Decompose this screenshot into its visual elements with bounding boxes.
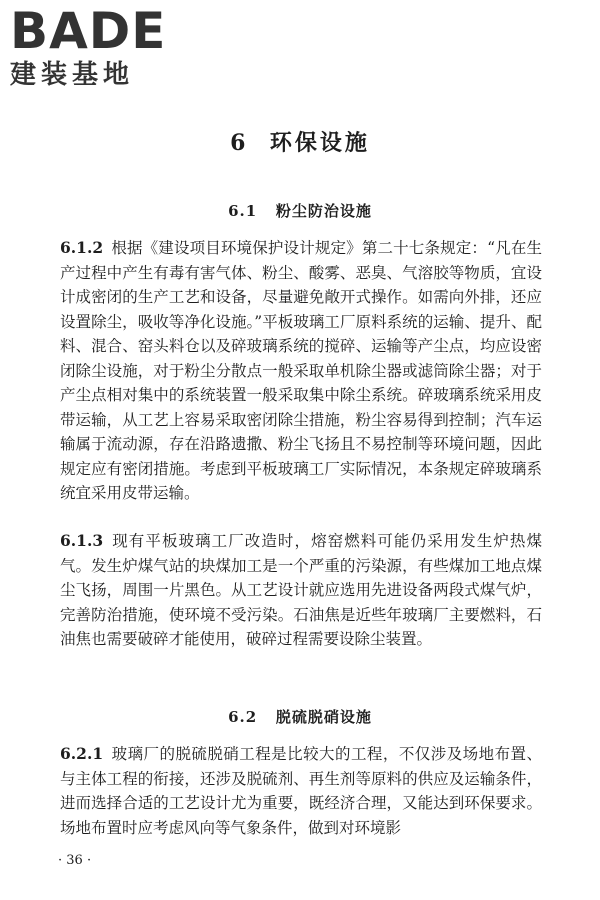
clause-text: 现有平板玻璃工厂改造时，熔窑燃料可能仍采用发生炉热煤气。发生炉煤气站的块煤加工是一个严重的污染源，有些煤加工地点煤尘飞扬，周围一片黑色。从工艺设计就应选用先进设备两段式煤气炉，完善防治措施，使环境不受污染。石油焦是近些年玻璃厂主要燃料，石油焦也需要破碎才能使用，破碎过程需要设除尘装置。 — [60, 532, 542, 648]
clause-number: 6.2.1 — [60, 744, 104, 763]
logo-subtitle: 建装基地 — [10, 60, 135, 90]
section-title-dust — [0, 200, 600, 222]
clause-number: 6.1.2 — [60, 238, 104, 257]
clause-6-1-3 — [60, 529, 542, 652]
section-number: 6.2 — [228, 708, 258, 726]
chapter-title — [0, 128, 600, 158]
clause-text: 根据《建设项目环境保护设计规定》第二十七条规定：“凡在生产过程中产生有毒有害气体、粉尘、酸雾、恶臭、气溶胶等物质，宜设计成密闭的生产工艺和设备，尽量避免敞开式操作。如需向外排，还应设置除尘，吸收等净化设施。”平板玻璃工厂原料系统的运输、提升、配料、混合、窑头料仓以及碎玻璃系统的搅碎、运输等产尘点，均应设密闭除尘设施，对于粉尘分散点一般采取单机除尘器或滤筒除尘器；对于产尘点相对集中的系统装置一般采取集中除尘系统。碎玻璃系统采用皮带运输，从工艺上容易采取密闭除尘措施，粉尘容易得到控制；汽车运输属于流动源，存在沿路遗撒、粉尘飞扬且不易控制等环境问题，因此规定应有密闭措施。考虑到平板玻璃工厂实际情况，本条规定碎玻璃系统宜采用皮带运输。 — [60, 239, 542, 502]
section-heading: 脱硫脱硝设施 — [275, 708, 372, 726]
clause-6-2-1 — [60, 742, 542, 840]
clause-6-1-2 — [60, 236, 542, 506]
page-number: · 36 · — [58, 853, 92, 868]
section-title-desulfurization — [0, 706, 600, 728]
clause-text: 玻璃厂的脱硫脱硝工程是比较大的工程，不仅涉及场地布置、与主体工程的衔接，还涉及脱硫剂、再生剂等原料的供应及运输条件，进而选择合适的工艺设计尤为重要，既经济合理，又能达到环保要求。场地布置时应考虑风向等气象条件，做到对环境影 — [60, 745, 542, 837]
publisher-logo — [10, 4, 180, 90]
chapter-heading: 环保设施 — [269, 130, 370, 156]
logo-mark: BADE — [10, 2, 167, 60]
chapter-number: 6 — [230, 130, 249, 156]
section-heading: 粉尘防治设施 — [275, 202, 372, 220]
clause-number: 6.1.3 — [60, 531, 104, 550]
section-number: 6.1 — [228, 202, 258, 220]
